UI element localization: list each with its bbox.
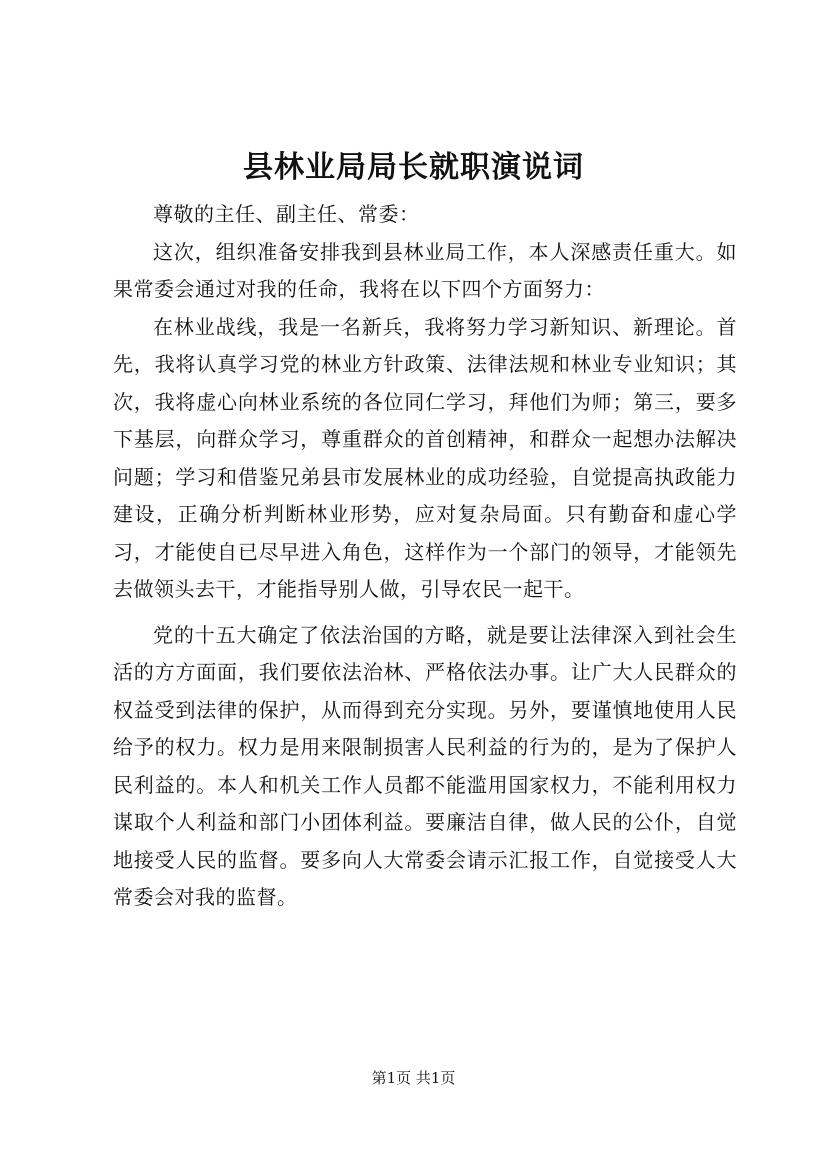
document-body xyxy=(113,196,737,917)
document-title: 县林业局局长就职演说词 xyxy=(243,150,584,185)
page-number-footer: 第1页 共1页 xyxy=(371,1069,456,1087)
salutation-paragraph: 尊敬的主任、副主任、常委： xyxy=(153,202,420,226)
rule-of-law-paragraph: 党的十五大确定了依法治国的方略，就是要让法律深入到社会生活的方方面面，我们要依法治林、严格依法办事。让广大人民群众的权益受到法律的保护，从而得到充分实现。另外，要谨慎地使用人民给予的权力。权力是用来限制损害人民利益的行为的，是为了保护人民利益的。本人和机关工作人员都不能滥用国家权力，不能利用权力谋取个人利益和部门小团体利益。要廉洁自律，做人民的公仆，自觉地接受人民的监督。要多向人大常委会请示汇报工作，自觉接受人大常委会对我的监督。 xyxy=(113,622,737,909)
intro-paragraph: 这次，组织准备安排我到县林业局工作，本人深感责任重大。如果常委会通过对我的任命，我将在以下四个方面努力： xyxy=(113,239,737,301)
learning-paragraph: 在林业战线，我是一名新兵，我将努力学习新知识、新理论。首先，我将认真学习党的林业方针政策、法律法规和林业专业知识；其次，我将虚心向林业系统的各位同仁学习，拜他们为师；第三，要多下基层，向群众学习，尊重群众的首创精神，和群众一起想办法解决问题；学习和借鉴兄弟县市发展林业的成功经验，自觉提高执政能力建设，正确分析判断林业形势，应对复杂局面。只有勤奋和虚心学习，才能使自已尽早进入角色，这样作为一个部门的领导，才能领先去做领头去干，才能指导别人做，引导农民一起干。 xyxy=(113,314,737,601)
